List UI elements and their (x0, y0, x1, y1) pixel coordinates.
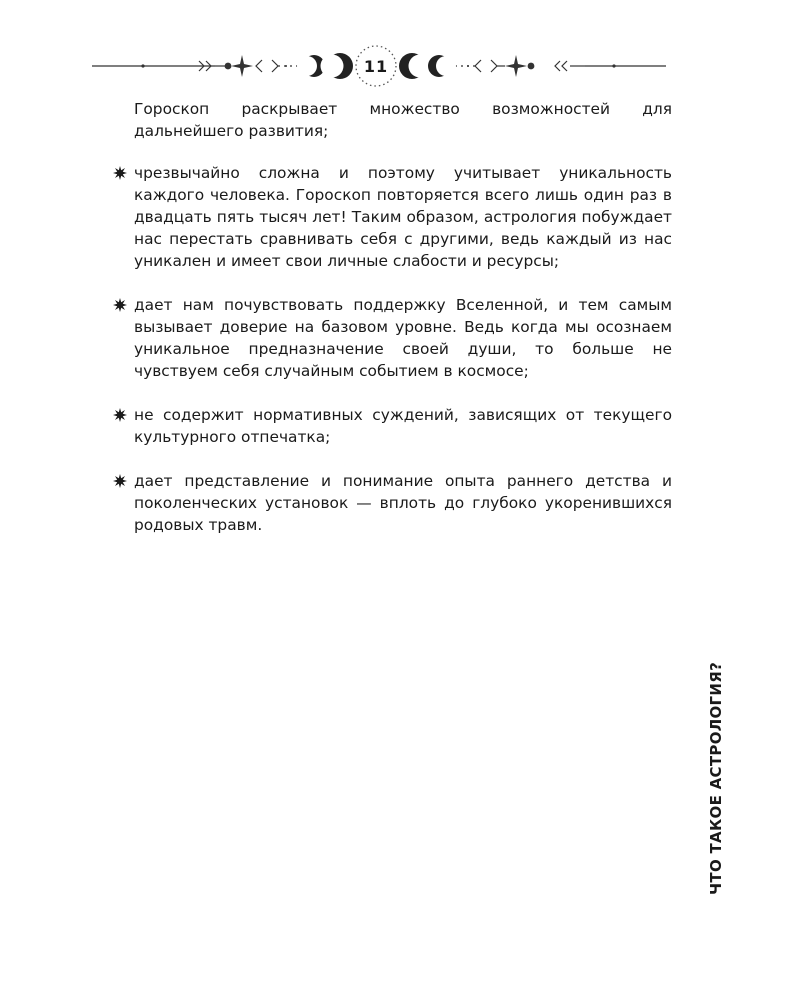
moon-icon (297, 53, 353, 79)
main-text (112, 98, 672, 558)
list-item (112, 162, 672, 272)
intro-paragraph: Гороскоп раскрывает множество возможностей для дальнейшего развития; (134, 100, 672, 140)
header-ornament (0, 28, 800, 108)
star-bullet-icon (113, 298, 127, 312)
section-title-vertical: ЧТО ТАКОЕ АСТРОЛОГИЯ? (707, 661, 725, 895)
star-bullet-icon (113, 474, 127, 488)
list-item-text: чрезвычайно сложна и поэтому учитывает уникальность каждого человека. Гороскоп повторяется всего лишь один раз в двадцать пять тысяч лет! Таким образом, астрология побуждает нас перестать сравнивать себя с другими, ведь каждый из нас уникален и имеет свои личные слабости и ресурсы; (134, 164, 672, 270)
list-item-text: дает представление и понимание опыта раннего детства и поколенческих установок — вплоть до глубоко укоренившихся родовых травм. (134, 472, 672, 534)
star-bullet-icon (113, 408, 127, 422)
list-item (112, 294, 672, 382)
page-number: 11 (363, 57, 389, 76)
list-item-text: дает нам почувствовать поддержку Вселенной, и тем самым вызывает доверие на базовом уровне. Ведь когда мы осознаем уникальное предназначение своей души, то больше не чувствуем себя случайным событием в космосе; (134, 296, 672, 380)
list-item-text: не содержит нормативных суждений, зависящих от текущего культурного отпечатка; (134, 406, 672, 446)
star-bullet-icon (113, 166, 127, 180)
moon-phases-ornament (0, 28, 800, 108)
list-item (112, 470, 672, 536)
list-item (112, 404, 672, 448)
